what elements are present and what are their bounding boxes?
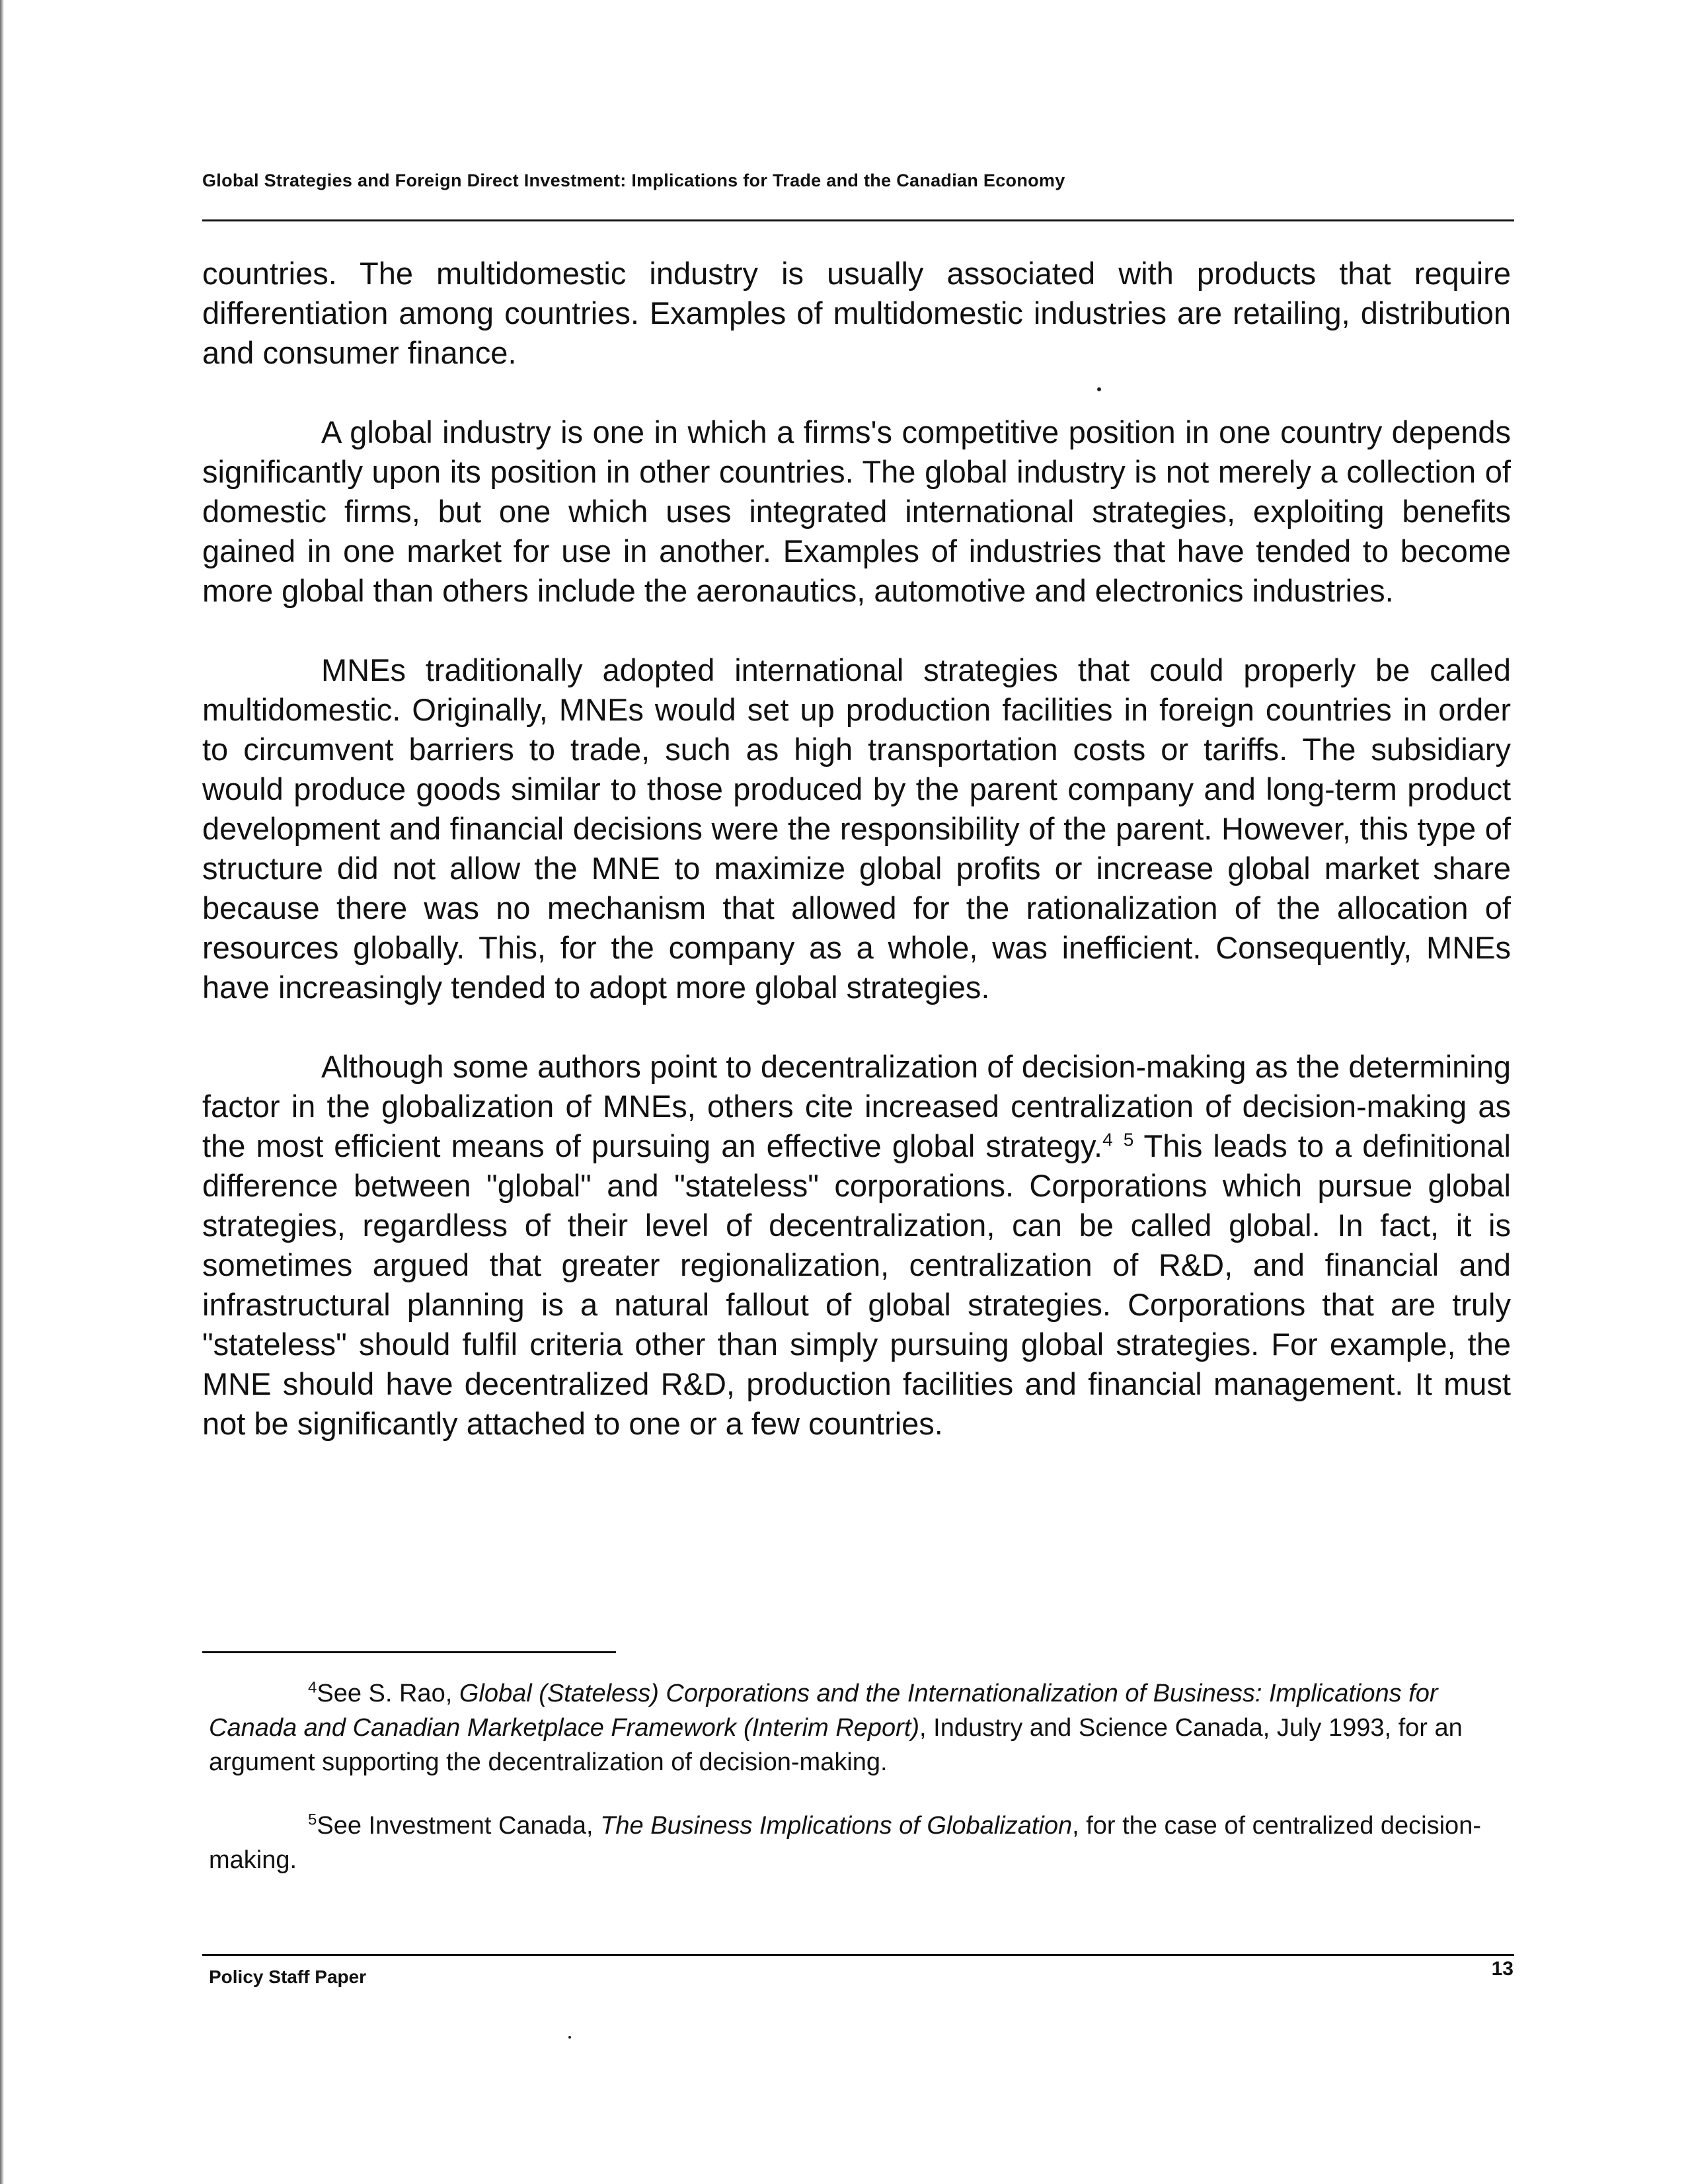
footnote-4-number: 4 (308, 1678, 317, 1697)
scan-speck (568, 2036, 571, 2039)
footer-publication: Policy Staff Paper (209, 1967, 367, 1987)
scan-edge (0, 0, 4, 2184)
footnote-ref-5: 5 (1123, 1129, 1134, 1150)
footnote-4-lead: See S. Rao, (317, 1680, 459, 1707)
paragraph-4-text-a: Although some authors point to decentralization of decision-making as the determining factor in the globalization of MNEs, others cite increased centralization of decision-making as the most efficient means of pursuing an effective global strategy. (202, 1049, 1511, 1163)
footnote-5 (209, 1809, 1511, 1877)
running-header: Global Strategies and Foreign Direct Investment: Implications for Trade and the Canadian Economy (202, 171, 1065, 190)
footnote-4 (209, 1676, 1511, 1779)
footnotes (209, 1676, 1511, 1906)
footer-rule (202, 1954, 1514, 1956)
footnote-5-tail: , for the case of centralized decision-making. (209, 1812, 1481, 1874)
paragraph-1: countries. The multidomestic industry is usually associated with products that require differentiation among countries. Examples of multidomestic industries are retailing, distribution and consumer finance. (202, 256, 1511, 370)
footnote-5-lead: See Investment Canada, (317, 1812, 601, 1840)
paragraph-2: A global industry is one in which a firms's competitive position in one country depends significantly upon its position in other countries. The global industry is not merely a collection of domestic firms, but one which uses integrated international strategies, exploiting benefits gained in one market for use in another. Examples of industries that have tended to become more global than others include the aeronautics, automotive and electronics industries. (202, 414, 1511, 608)
page-number: 13 (1491, 1958, 1514, 1980)
footnote-4-title: Global (Stateless) Corporations and the Internationalization of Business: Implications for Canada and Canadian Marketplace Framework (Interim Report) (209, 1680, 1438, 1742)
footnote-rule (202, 1651, 616, 1653)
header-rule (202, 219, 1514, 221)
body-text (202, 254, 1511, 1483)
footnote-4-tail: , Industry and Science Canada, July 1993, for an argument supporting the decentralization of decision-making. (209, 1714, 1463, 1776)
scan-speck (1097, 387, 1101, 391)
footnote-ref-4: 4 (1102, 1129, 1113, 1150)
footnote-5-title: The Business Implications of Globalization (600, 1812, 1073, 1840)
paragraph-4 (202, 1047, 1511, 1444)
paragraph-4-text-b: This leads to a definitional difference between "global" and "stateless" corporations. Corporations which pursue global strategies, regardless of their level of decentralization, can be called global. In fact, it is sometimes argued that greater regionalization, centralization of R&D, and financial and infrastructural planning is a natural fallout of global strategies. Corporations that are truly "stateless" should fulfil criteria other than simply pursuing global strategies. For example, the MNE should have decentralized R&D, production facilities and financial management. It must not be significantly attached to one or a few countries. (202, 1128, 1511, 1441)
footnote-5-number: 5 (308, 1811, 317, 1829)
paragraph-3: MNEs traditionally adopted international strategies that could properly be called multidomestic. Originally, MNEs would set up production facilities in foreign countries in order to circumvent barriers to trade, such as high transportation costs or tariffs. The subsidiary would produce goods similar to those produced by the parent company and long-term product development and financial decisions were the responsibility of the parent. However, this type of structure did not allow the MNE to maximize global profits or increase global market share because there was no mechanism that allowed for the rationalization of the allocation of resources globally. This, for the company as a whole, was inefficient. Consequently, MNEs have increasingly tended to adopt more global strategies. (202, 652, 1511, 1005)
